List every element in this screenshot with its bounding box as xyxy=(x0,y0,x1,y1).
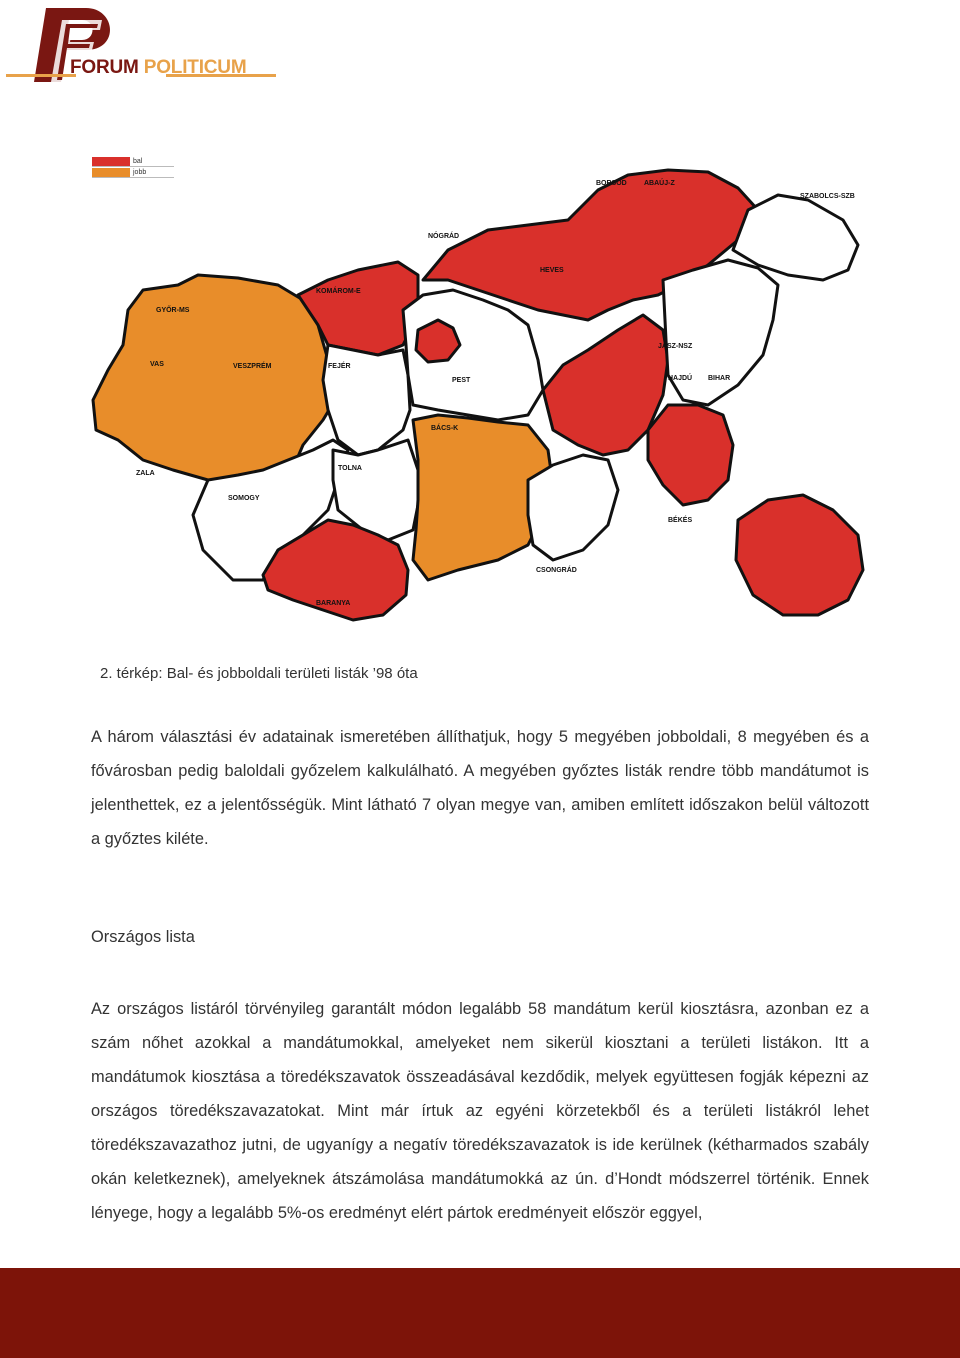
logo-rule-left xyxy=(6,74,76,77)
hungary-county-map xyxy=(88,150,878,630)
region-budapest-inset xyxy=(736,495,863,615)
label-csongrad: CSONGRÁD xyxy=(536,567,577,574)
label-veszprem: VESZPRÉM xyxy=(233,363,272,370)
label-bekes: BÉKÉS xyxy=(668,517,693,524)
label-hajdu: HAJDÚ xyxy=(668,375,693,382)
label-fejer: FEJÉR xyxy=(328,363,351,370)
label-bihar: BIHAR xyxy=(708,375,731,382)
paragraph-1: A három választási év adatainak ismeretében állíthatjuk, hogy 5 megyében jobboldali, 8 megyében és a fővárosban pedig baloldali győzelem kalkulálható. A megyében győztes listák rendre több mandátumot is jelenthettek, ez a jelentősségük. Mint látható 7 olyan megye van, amiben említett időszakon belül változott a győztes kiléte. xyxy=(91,728,869,848)
legend-label-bal: bal xyxy=(133,157,143,165)
label-pest: PEST xyxy=(452,377,471,384)
label-heves: HEVES xyxy=(540,267,564,274)
label-gyor: GYŐR-MS xyxy=(156,307,190,314)
logo-word-politicum: POLITICUM xyxy=(143,57,247,78)
label-tolna: TOLNA xyxy=(338,465,362,472)
region-bekes xyxy=(648,405,733,505)
label-komarom: KOMÁROM-E xyxy=(316,288,361,295)
forum-politicum-logo xyxy=(6,4,276,84)
label-szabolcs: SZABOLCS-SZB xyxy=(800,193,855,200)
logo-word-forum: FORUM xyxy=(70,57,139,78)
section-heading: Országos lista xyxy=(91,928,195,946)
label-nograd: NÓGRÁD xyxy=(428,233,460,240)
footer-bar xyxy=(0,1268,960,1358)
region-csongrad xyxy=(528,455,618,560)
label-borsod: BORSOD xyxy=(596,180,627,187)
label-abauj: ABAÚJ-Z xyxy=(644,180,675,187)
label-baranya: BARANYA xyxy=(316,600,351,607)
logo-text xyxy=(70,57,246,79)
region-fejer xyxy=(323,345,410,455)
legend-label-jobb: jobb xyxy=(133,168,147,176)
paragraph-2: Az országos listáról törvényileg garantált módon legalább 58 mandátum kerül kiosztásra, azonban ez a szám nőhet azokkal a mandátumokkal, amelyeket nem sikerül kiosztani a területi listákon. Itt a mandátumok kiosztása a töredékszavatok összeadásával kezdődik, melyek együttesen fogják képezni az országos töredékszavazatokat. Mint már írtuk az egyéni körzetekből és a területi listákról lehet töredékszavazathoz jutni, de ugyanígy a negatív töredékszavazatok is ide kerülnek (kétharmados szabály okán keletkeznek), amelyeknek átszámolása mandátumokká az ún. d’Hondt módszerrel történik. Ennek lényege, hogy a legalább 5%-os eredményt elért pártok eredményeit először eggyel, xyxy=(91,1000,869,1222)
label-somogy: SOMOGY xyxy=(228,495,260,502)
label-vas: VAS xyxy=(150,361,164,368)
label-zala: ZALA xyxy=(136,470,155,477)
region-hajdu xyxy=(663,260,778,405)
label-jasz: JÁSZ-NSZ xyxy=(658,343,693,350)
map-caption: 2. térkép: Bal- és jobboldali területi listák ’98 óta xyxy=(100,665,418,682)
label-bacs: BÁCS-K xyxy=(431,425,459,432)
